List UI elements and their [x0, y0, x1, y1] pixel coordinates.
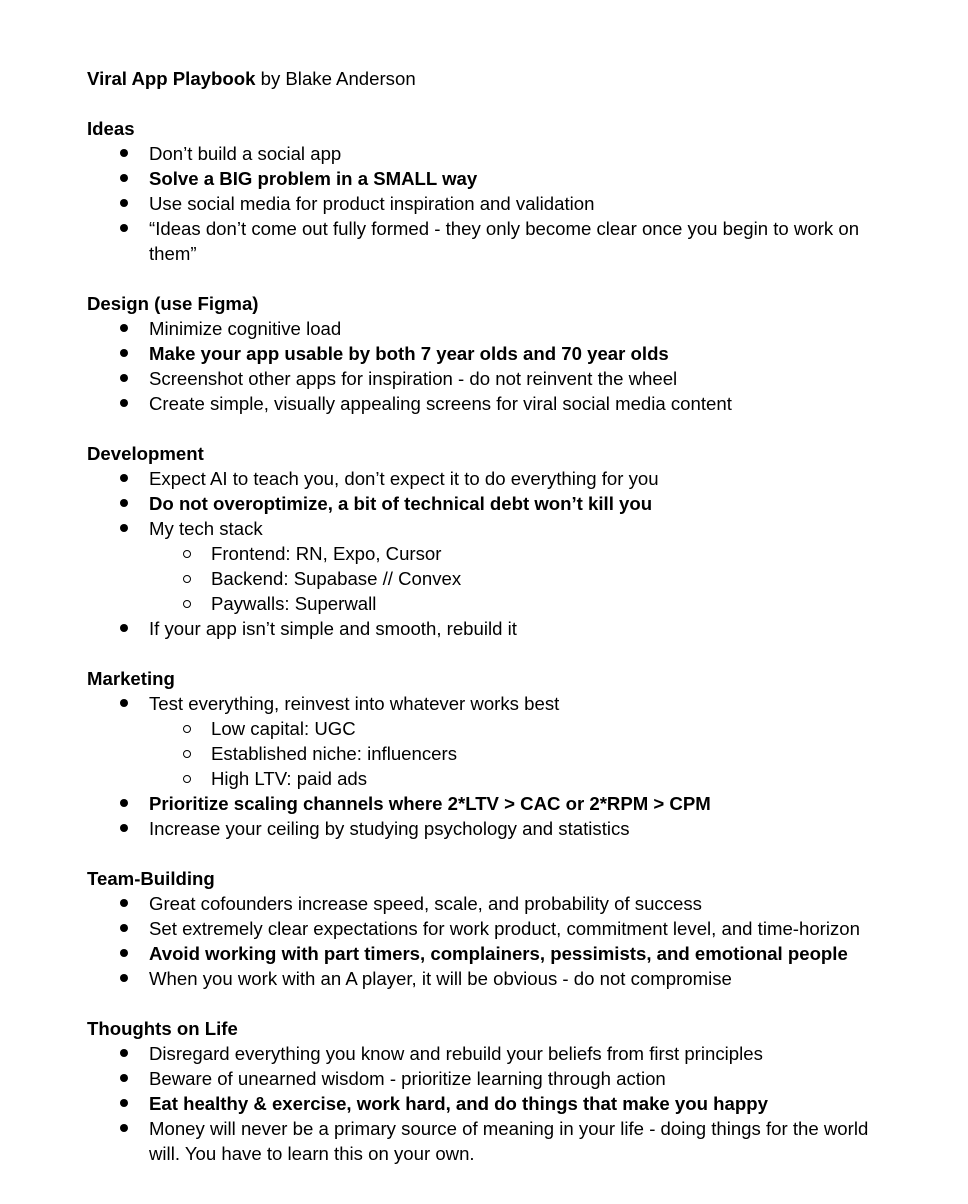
bullet-list: [87, 1041, 887, 1166]
bullet-dot-icon: [118, 316, 130, 341]
list-item-text: Beware of unearned wisdom - prioritize learning through action: [149, 1068, 666, 1089]
bullet-dot-icon: [118, 891, 130, 916]
list-item-text: If your app isn’t simple and smooth, rebuild it: [149, 618, 517, 639]
list-item: [87, 391, 887, 416]
list-item-text: Money will never be a primary source of meaning in your life - doing things for the world will. You have to learn this on your own.: [149, 1118, 869, 1164]
list-item-text: Use social media for product inspiration and validation: [149, 193, 595, 214]
bullet-dot-icon: [118, 691, 130, 716]
list-item: [87, 1091, 887, 1116]
list-item-text: Don’t build a social app: [149, 143, 342, 164]
list-item-text: Great cofounders increase speed, scale, and probability of success: [149, 893, 702, 914]
section-development: [87, 441, 887, 641]
list-item-text: Eat healthy & exercise, work hard, and do things that make you happy: [149, 1093, 768, 1114]
bullet-circle-icon: [181, 741, 193, 766]
sub-list-item-text: Low capital: UGC: [211, 718, 356, 739]
section-team-building: [87, 866, 887, 991]
document-body: [87, 66, 887, 1191]
section-heading: Marketing: [87, 668, 175, 689]
list-item: [87, 1116, 887, 1166]
bullet-list: [87, 316, 887, 416]
list-item-text: My tech stack: [149, 518, 263, 539]
bullet-dot-icon: [118, 1066, 130, 1091]
bullet-dot-icon: [118, 1041, 130, 1066]
list-item: [87, 791, 887, 816]
list-item-text: Avoid working with part timers, complainers, pessimists, and emotional people: [149, 943, 848, 964]
bullet-dot-icon: [118, 616, 130, 641]
bullet-dot-icon: [118, 191, 130, 216]
bullet-dot-icon: [118, 466, 130, 491]
section-heading: Development: [87, 443, 204, 464]
sub-list-item-text: Established niche: influencers: [211, 743, 457, 764]
list-item: [87, 216, 887, 266]
list-item: [87, 516, 887, 616]
list-item: [87, 466, 887, 491]
sub-bullet-list: [149, 716, 887, 791]
list-item-text: Disregard everything you know and rebuild your beliefs from first principles: [149, 1043, 763, 1064]
bullet-dot-icon: [118, 1091, 130, 1116]
list-item-text: Do not overoptimize, a bit of technical debt won’t kill you: [149, 493, 653, 514]
bullet-dot-icon: [118, 391, 130, 416]
list-item-text: Make your app usable by both 7 year olds and 70 year olds: [149, 343, 669, 364]
bullet-dot-icon: [118, 1116, 130, 1141]
section-thoughts-on-life: [87, 1016, 887, 1166]
list-item-text: Test everything, reinvest into whatever works best: [149, 693, 560, 714]
bullet-dot-icon: [118, 966, 130, 991]
section-ideas: [87, 116, 887, 266]
list-item-text: Screenshot other apps for inspiration - do not reinvent the wheel: [149, 368, 678, 389]
sub-list-item: [87, 716, 887, 741]
list-item: [87, 891, 887, 916]
bullet-list: [87, 141, 887, 266]
bullet-circle-icon: [181, 566, 193, 591]
list-item-text: Set extremely clear expectations for work product, commitment level, and time-horizon: [149, 918, 860, 939]
list-item: [87, 941, 887, 966]
list-item: [87, 166, 887, 191]
bullet-circle-icon: [181, 591, 193, 616]
section-marketing: [87, 666, 887, 841]
sub-list-item: [87, 766, 887, 791]
bullet-dot-icon: [118, 166, 130, 191]
list-item: [87, 1066, 887, 1091]
list-item-text: When you work with an A player, it will be obvious - do not compromise: [149, 968, 732, 989]
bullet-dot-icon: [118, 491, 130, 516]
bullet-circle-icon: [181, 766, 193, 791]
list-item-text: Increase your ceiling by studying psychology and statistics: [149, 818, 630, 839]
list-item: [87, 1041, 887, 1066]
sub-bullet-list: [149, 541, 887, 616]
list-item-text: “Ideas don’t come out fully formed - they only become clear once you begin to work on them”: [149, 218, 860, 264]
document-title: [87, 66, 887, 91]
sections-container: [87, 116, 887, 1166]
list-item-text: Solve a BIG problem in a SMALL way: [149, 168, 478, 189]
bullet-dot-icon: [118, 516, 130, 541]
list-item: [87, 366, 887, 391]
sub-list-item-text: Paywalls: Superwall: [211, 593, 377, 614]
section-design-use-figma: [87, 291, 887, 416]
list-item: [87, 316, 887, 341]
title-byline: by Blake Anderson: [255, 68, 416, 89]
list-item: [87, 491, 887, 516]
list-item: [87, 141, 887, 166]
title-main: Viral App Playbook: [87, 68, 256, 89]
list-item: [87, 341, 887, 366]
sub-list-item: [87, 541, 887, 566]
sub-list-item: [87, 741, 887, 766]
list-item-text: Create simple, visually appealing screens for viral social media content: [149, 393, 732, 414]
bullet-dot-icon: [118, 366, 130, 391]
bullet-dot-icon: [118, 941, 130, 966]
section-heading: Ideas: [87, 118, 135, 139]
list-item: [87, 191, 887, 216]
sub-list-item: [87, 566, 887, 591]
bullet-circle-icon: [181, 716, 193, 741]
sub-list-item: [87, 591, 887, 616]
list-item-text: Minimize cognitive load: [149, 318, 342, 339]
sub-list-item-text: High LTV: paid ads: [211, 768, 368, 789]
list-item: [87, 616, 887, 641]
bullet-dot-icon: [118, 216, 130, 241]
list-item: [87, 816, 887, 841]
bullet-list: [87, 891, 887, 991]
bullet-list: [87, 466, 887, 641]
list-item: [87, 691, 887, 791]
bullet-dot-icon: [118, 916, 130, 941]
bullet-circle-icon: [181, 541, 193, 566]
bullet-dot-icon: [118, 341, 130, 366]
bullet-list: [87, 691, 887, 841]
sub-list-item-text: Frontend: RN, Expo, Cursor: [211, 543, 442, 564]
bullet-dot-icon: [118, 141, 130, 166]
sub-list-item-text: Backend: Supabase // Convex: [211, 568, 462, 589]
bullet-dot-icon: [118, 816, 130, 841]
list-item-text: Expect AI to teach you, don’t expect it to do everything for you: [149, 468, 659, 489]
section-heading: Thoughts on Life: [87, 1018, 238, 1039]
list-item-text: Prioritize scaling channels where 2*LTV > CAC or 2*RPM > CPM: [149, 793, 711, 814]
list-item: [87, 966, 887, 991]
bullet-dot-icon: [118, 791, 130, 816]
list-item: [87, 916, 887, 941]
section-heading: Team-Building: [87, 868, 215, 889]
section-heading: Design (use Figma): [87, 293, 259, 314]
